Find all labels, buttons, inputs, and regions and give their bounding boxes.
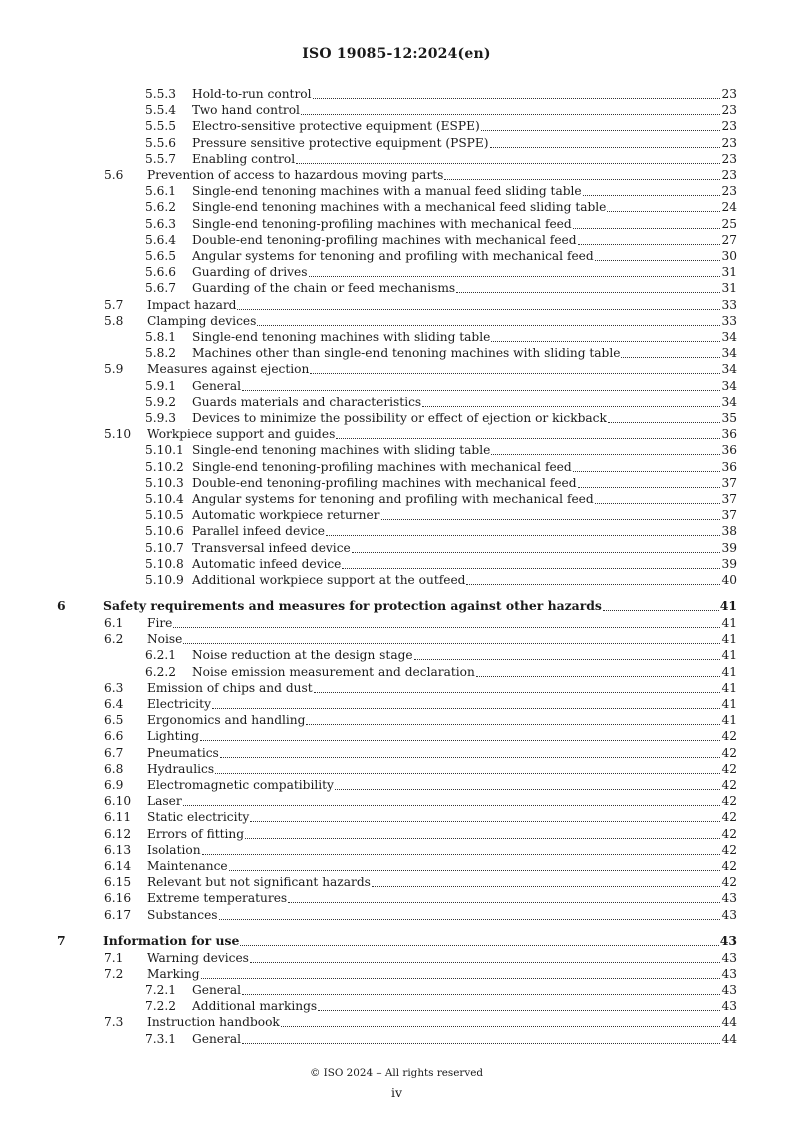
toc-entry[interactable] [0, 183, 793, 199]
toc-entry-page: 43 [721, 983, 737, 997]
toc-entry-title: General [192, 1031, 241, 1046]
dot-leader [318, 1010, 720, 1011]
toc-entry-title: Single-end tenoning machines with a manual feed sliding table [192, 184, 582, 199]
toc-entry-page: 43 [719, 932, 737, 948]
toc-entry-page: 34 [721, 394, 737, 409]
toc-entry-title: Guards materials and characteristics [192, 394, 422, 409]
dot-leader [491, 454, 720, 455]
toc-entry-number: 5.9.1 [145, 378, 177, 393]
toc-entry-number: 6.4 [104, 697, 124, 711]
toc-entry[interactable] [0, 297, 793, 313]
dot-leader [201, 978, 721, 979]
toc-entry[interactable] [0, 761, 793, 777]
toc-entry-title: Laser [147, 794, 182, 809]
toc-entry-number: 6.13 [104, 842, 132, 857]
toc-entry-page: 42 [721, 745, 737, 760]
toc-entry-page: 41 [721, 713, 737, 728]
toc-entry[interactable] [0, 151, 793, 167]
toc-entry-title: Ergonomics and handling [147, 713, 306, 728]
toc-entry-number: 5.10.8 [145, 556, 184, 571]
toc-entry-number: 5.5.3 [145, 87, 177, 101]
toc-entry[interactable] [0, 280, 793, 296]
dot-leader [381, 519, 721, 520]
dot-leader [220, 757, 721, 758]
toc-entry-title: Transversal infeed device [192, 540, 351, 555]
toc-entry-number: 5.5.6 [145, 135, 177, 150]
dot-leader [257, 325, 720, 326]
toc-entry-number: 5.10.5 [145, 508, 184, 523]
toc-entry-number: 5.10.7 [145, 540, 184, 555]
toc-entry-number: 5.5.4 [145, 103, 177, 118]
toc-entry-number: 6.2.2 [145, 664, 177, 679]
toc-entry[interactable] [0, 777, 793, 793]
toc-entry-title: Clamping devices [147, 313, 257, 328]
dot-leader [476, 676, 721, 677]
toc-entry-page: 23 [721, 135, 737, 150]
toc-entry-number: 5.8 [104, 313, 124, 328]
dot-leader [342, 568, 720, 569]
toc-entry-number: 5.6.1 [145, 184, 177, 199]
toc-entry-page: 42 [721, 826, 737, 841]
toc-entry-title: Instruction handbook [147, 1015, 280, 1030]
toc-entry-page: 30 [721, 249, 737, 263]
dot-leader [608, 422, 721, 423]
toc-entry[interactable] [0, 598, 793, 614]
toc-entry[interactable] [0, 556, 793, 572]
toc-entry-page: 39 [721, 540, 737, 555]
dot-leader [490, 147, 721, 148]
dot-leader [573, 228, 721, 229]
toc-entry-title: Single-end tenoning-profiling machines with mechanical feed [192, 216, 572, 231]
toc-entry-number: 6.14 [104, 859, 132, 873]
toc-entry[interactable] [0, 232, 793, 248]
toc-entry-title: Pressure sensitive protective equipment (PSPE) [192, 135, 489, 150]
toc-entry[interactable] [0, 1014, 793, 1030]
toc-entry-number: 5.10.9 [145, 573, 184, 587]
toc-entry-title: Maintenance [147, 859, 228, 873]
dot-leader [250, 962, 721, 963]
document-header: ISO 19085-12:2024(en) [302, 46, 491, 62]
dot-leader [595, 503, 721, 504]
toc-entry-number: 5.10.3 [145, 475, 184, 490]
toc-entry-page: 42 [721, 875, 737, 890]
dot-leader [173, 627, 720, 628]
toc-entry[interactable] [0, 118, 793, 134]
toc-entry-title: Single-end tenoning machines with sliding table [192, 330, 491, 344]
dot-leader [301, 114, 721, 115]
toc-entry-number: 6.5 [104, 713, 124, 728]
dot-leader [219, 919, 721, 920]
toc-entry-title: Static electricity [147, 810, 250, 825]
toc-entry-page: 42 [721, 729, 737, 744]
dot-leader [296, 163, 720, 164]
toc-entry-page: 24 [721, 200, 737, 215]
toc-entry-number: 5.10.2 [145, 459, 184, 474]
toc-entry-page: 34 [721, 330, 737, 344]
dot-leader [607, 211, 720, 212]
toc-entry-title: General [192, 378, 241, 393]
dot-leader [242, 390, 720, 391]
toc-entry-number: 6.6 [104, 729, 124, 744]
toc-entry-page: 42 [721, 859, 737, 873]
toc-entry-title: Emission of chips and dust [147, 680, 313, 695]
toc-entry[interactable] [0, 907, 793, 923]
dot-leader [578, 487, 721, 488]
toc-entry[interactable] [0, 475, 793, 491]
toc-entry-page: 33 [721, 297, 737, 312]
toc-entry-title: Electromagnetic compatibility [147, 778, 334, 792]
toc-entry-number: 6.11 [104, 810, 132, 825]
toc-entry-number: 5.10.4 [145, 492, 184, 506]
toc-entry-number: 5.6.3 [145, 216, 177, 231]
toc-entry-number: 6.2 [104, 632, 124, 647]
dot-leader [215, 773, 720, 774]
toc-entry[interactable] [0, 491, 793, 507]
toc-entry-title: Single-end tenoning machines with sliding table [192, 443, 491, 458]
toc-entry-number: 6.3 [104, 680, 124, 695]
toc-entry-page: 37 [721, 492, 737, 506]
toc-entry-title: Fire [147, 616, 173, 630]
dot-leader [242, 1043, 720, 1044]
toc-entry-page: 23 [721, 87, 737, 101]
toc-entry[interactable] [0, 680, 793, 696]
dot-leader [583, 195, 721, 196]
toc-entry-title: Machines other than single-end tenoning machines with sliding table [192, 346, 621, 361]
dot-leader [212, 708, 721, 709]
dot-leader [578, 244, 721, 245]
dot-leader [491, 341, 720, 342]
dot-leader [595, 260, 721, 261]
toc-entry[interactable] [0, 615, 793, 631]
toc-entry-page: 43 [721, 999, 737, 1014]
toc-entry-title: Single-end tenoning machines with a mechanical feed sliding table [192, 200, 607, 215]
toc-entry-number: 7.1 [104, 950, 124, 965]
toc-entry[interactable] [0, 361, 793, 377]
toc-entry-number: 5.9 [104, 362, 124, 377]
toc-entry-number: 6.12 [104, 826, 132, 841]
dot-leader [281, 1026, 721, 1027]
toc-entry-title: Measures against ejection [147, 362, 310, 377]
toc-entry-page: 34 [721, 346, 737, 361]
dot-leader [250, 821, 720, 822]
toc-entry-page: 41 [721, 697, 737, 711]
toc-entry-title: Hold-to-run control [192, 87, 312, 101]
toc-entry-number: 5.6.4 [145, 232, 177, 247]
toc-entry-page: 41 [721, 632, 737, 647]
toc-entry-page: 37 [721, 508, 737, 523]
toc-entry-page: 23 [721, 184, 737, 199]
toc-entry[interactable] [0, 793, 793, 809]
toc-entry-title: Relevant but not significant hazards [147, 875, 371, 890]
toc-entry-page: 34 [721, 362, 737, 377]
toc-entry[interactable] [0, 199, 793, 215]
toc-entry-title: General [192, 983, 241, 997]
toc-entry-title: Impact hazard [147, 297, 237, 312]
toc-entry-number: 5.9.3 [145, 411, 177, 425]
toc-entry-title: Automatic workpiece returner [192, 508, 380, 523]
toc-entry-title: Information for use [103, 932, 240, 948]
toc-entry-number: 6 [57, 598, 66, 614]
toc-entry-number: 6.7 [104, 745, 124, 760]
toc-entry-title: Devices to minimize the possibility or effect of ejection or kickback [192, 411, 607, 425]
toc-entry-page: 41 [721, 616, 737, 630]
toc-entry[interactable] [0, 712, 793, 728]
toc-entry-number: 5.8.1 [145, 330, 177, 344]
toc-entry-number: 6.17 [104, 907, 132, 922]
toc-entry[interactable] [0, 86, 793, 102]
toc-entry-title: Angular systems for tenoning and profiling with mechanical feed [192, 249, 594, 263]
toc-entry-page: 42 [721, 778, 737, 792]
toc-entry-page: 23 [721, 151, 737, 166]
dot-leader [481, 130, 721, 131]
page-number: iv [390, 1085, 403, 1100]
toc-entry-page: 43 [721, 907, 737, 922]
toc-entry[interactable] [0, 728, 793, 744]
toc-entry-number: 6.10 [104, 794, 132, 809]
toc-entry-title: Electro-sensitive protective equipment (ESPE) [192, 119, 480, 134]
dot-leader [444, 179, 720, 180]
toc-entry-number: 7.2.2 [145, 999, 177, 1014]
toc-entry-number: 5.6.2 [145, 200, 177, 215]
toc-entry[interactable] [0, 664, 793, 680]
toc-entry-title: Lighting [147, 729, 200, 744]
toc-entry-title: Errors of fitting [147, 826, 245, 841]
toc-entry-title: Pneumatics [147, 745, 219, 760]
toc-entry[interactable] [0, 696, 793, 712]
toc-entry[interactable] [0, 248, 793, 264]
toc-entry-title: Guarding of drives [192, 265, 308, 280]
toc-entry-page: 36 [721, 427, 737, 442]
toc-entry-title: Marking [147, 966, 200, 981]
dot-leader [372, 886, 721, 887]
toc-entry[interactable] [0, 135, 793, 151]
dot-leader [326, 535, 720, 536]
toc-entry-number: 7.3.1 [145, 1031, 177, 1046]
dot-leader [573, 471, 721, 472]
toc-entry[interactable] [0, 426, 793, 442]
copyright-notice: © ISO 2024 – All rights reserved [309, 1067, 484, 1079]
toc-entry-page: 44 [721, 1015, 737, 1030]
toc-entry-page: 35 [721, 411, 737, 425]
toc-entry-page: 27 [721, 232, 737, 247]
toc-entry-title: Extreme temperatures [147, 891, 288, 906]
toc-entry-page: 38 [721, 524, 737, 539]
toc-entry-title: Guarding of the chain or feed mechanisms [192, 281, 456, 296]
toc-entry-page: 34 [721, 378, 737, 393]
toc-entry-title: Parallel infeed device [192, 524, 325, 539]
toc-entry[interactable] [0, 858, 793, 874]
toc-entry-title: Two hand control [192, 103, 300, 118]
toc-entry-title: Enabling control [192, 151, 296, 166]
toc-entry-number: 5.6 [104, 168, 124, 182]
toc-entry-page: 36 [721, 443, 737, 458]
toc-entry-number: 7.2 [104, 966, 124, 981]
toc-entry-number: 5.10.1 [145, 443, 184, 458]
toc-entry[interactable] [0, 540, 793, 556]
toc-entry[interactable] [0, 313, 793, 329]
toc-entry[interactable] [0, 216, 793, 232]
toc-entry[interactable] [0, 459, 793, 475]
toc-entry[interactable] [0, 874, 793, 890]
dot-leader [336, 438, 720, 439]
toc-entry-title: Substances [147, 907, 218, 922]
toc-entry-page: 43 [721, 966, 737, 981]
toc-entry[interactable] [0, 890, 793, 906]
toc-entry-page: 43 [721, 950, 737, 965]
toc-entry-page: 41 [721, 664, 737, 679]
toc-entry[interactable] [0, 507, 793, 523]
toc-entry-page: 40 [721, 573, 737, 587]
dot-leader [466, 584, 720, 585]
toc-entry-title: Double-end tenoning-profiling machines with mechanical feed [192, 232, 577, 247]
toc-entry-title: Workpiece support and guides [147, 427, 336, 442]
dot-leader [309, 276, 721, 277]
toc-entry-number: 5.10.6 [145, 524, 184, 539]
toc-entry[interactable] [0, 345, 793, 361]
toc-entry[interactable] [0, 410, 793, 426]
toc-entry-page: 42 [721, 842, 737, 857]
toc-entry[interactable] [0, 842, 793, 858]
dot-leader [621, 357, 720, 358]
toc-entry-page: 42 [721, 794, 737, 809]
toc-entry-title: Angular systems for tenoning and profiling with mechanical feed [192, 492, 594, 506]
toc-entry-title: Prevention of access to hazardous moving parts [147, 168, 444, 182]
toc-entry-title: Warning devices [147, 950, 249, 965]
toc-entry-page: 23 [721, 168, 737, 182]
toc-entry-page: 25 [721, 216, 737, 231]
dot-leader [335, 789, 721, 790]
toc-entry[interactable] [0, 826, 793, 842]
toc-entry-number: 7.3 [104, 1015, 124, 1030]
toc-entry[interactable] [0, 982, 793, 998]
toc-entry[interactable] [0, 631, 793, 647]
toc-entry-number: 5.8.2 [145, 346, 177, 361]
dot-leader [422, 406, 720, 407]
toc-entry[interactable] [0, 442, 793, 458]
toc-entry-number: 5.6.6 [145, 265, 177, 280]
toc-entry-title: Single-end tenoning-profiling machines with mechanical feed [192, 459, 572, 474]
toc-entry-number: 5.9.2 [145, 394, 177, 409]
toc-entry-page: 37 [721, 475, 737, 490]
toc-entry-number: 6.1 [104, 616, 124, 630]
dot-leader [288, 902, 720, 903]
dot-leader [352, 552, 721, 553]
toc-entry-number: 5.7 [104, 297, 124, 312]
toc-entry-title: Additional markings [192, 999, 318, 1014]
toc-entry-title: Isolation [147, 842, 201, 857]
toc-entry[interactable] [0, 394, 793, 410]
toc-entry-number: 6.8 [104, 761, 124, 776]
toc-entry-page: 42 [721, 761, 737, 776]
toc-entry-title: Noise emission measurement and declaration [192, 664, 475, 679]
dot-leader [314, 692, 721, 693]
toc-entry-page: 33 [721, 313, 737, 328]
toc-entry-title: Noise reduction at the design stage [192, 648, 413, 663]
toc-entry[interactable] [0, 745, 793, 761]
toc-entry[interactable] [0, 809, 793, 825]
toc-entry-number: 5.6.7 [145, 281, 177, 296]
toc-entry-number: 6.9 [104, 778, 124, 792]
dot-leader [237, 309, 720, 310]
toc-entry[interactable] [0, 950, 793, 966]
dot-leader [313, 98, 721, 99]
toc-entry-page: 44 [721, 1031, 737, 1046]
toc-entry-title: Electricity [147, 697, 211, 711]
toc-entry-number: 6.2.1 [145, 648, 177, 663]
dot-leader [229, 870, 721, 871]
toc-entry-number: 6.15 [104, 875, 132, 890]
dot-leader [240, 945, 718, 946]
toc-entry[interactable] [0, 102, 793, 118]
toc-entry-number: 7.2.1 [145, 983, 177, 997]
dot-leader [310, 373, 720, 374]
dot-leader [242, 994, 720, 995]
toc-entry[interactable] [0, 264, 793, 280]
toc-entry[interactable] [0, 933, 793, 949]
dot-leader [200, 740, 720, 741]
toc-entry[interactable] [0, 329, 793, 345]
toc-entry-number: 7 [57, 932, 66, 948]
toc-entry-page: 39 [721, 556, 737, 571]
dot-leader [306, 724, 720, 725]
dot-leader [245, 838, 720, 839]
toc-entry-title: Hydraulics [147, 761, 215, 776]
toc-entry-number: 5.5.7 [145, 151, 177, 166]
toc-entry-title: Noise [147, 632, 183, 647]
toc-entry-page: 41 [721, 648, 737, 663]
toc-entry-title: Additional workpiece support at the outfeed [192, 573, 466, 587]
toc-entry[interactable] [0, 523, 793, 539]
toc-entry-page: 42 [721, 810, 737, 825]
dot-leader [202, 854, 721, 855]
toc-entry[interactable] [0, 167, 793, 183]
toc-entry-number: 5.6.5 [145, 249, 177, 263]
toc-entry[interactable] [0, 647, 793, 663]
toc-entry[interactable] [0, 378, 793, 394]
toc-entry-title: Double-end tenoning-profiling machines with mechanical feed [192, 475, 577, 490]
toc-entry-page: 31 [721, 281, 737, 296]
toc-entry-page: 41 [719, 598, 737, 614]
toc-entry-page: 43 [721, 891, 737, 906]
dot-leader [414, 659, 721, 660]
toc-entry[interactable] [0, 966, 793, 982]
toc-entry-title: Automatic infeed device [192, 556, 342, 571]
toc-entry-page: 23 [721, 103, 737, 118]
toc-entry-title: Safety requirements and measures for protection against other hazards [103, 598, 602, 614]
toc-entry-page: 36 [721, 459, 737, 474]
toc-entry-page: 41 [721, 680, 737, 695]
toc-entry-number: 5.10 [104, 427, 132, 442]
toc-entry-page: 31 [721, 265, 737, 280]
toc-entry[interactable] [0, 1031, 793, 1047]
dot-leader [603, 610, 719, 611]
toc-entry[interactable] [0, 998, 793, 1014]
dot-leader [183, 643, 720, 644]
toc-entry-number: 5.5.5 [145, 119, 177, 134]
dot-leader [183, 805, 721, 806]
toc-entry-page: 23 [721, 119, 737, 134]
toc-entry[interactable] [0, 572, 793, 588]
dot-leader [456, 292, 720, 293]
toc-entry-number: 6.16 [104, 891, 132, 906]
